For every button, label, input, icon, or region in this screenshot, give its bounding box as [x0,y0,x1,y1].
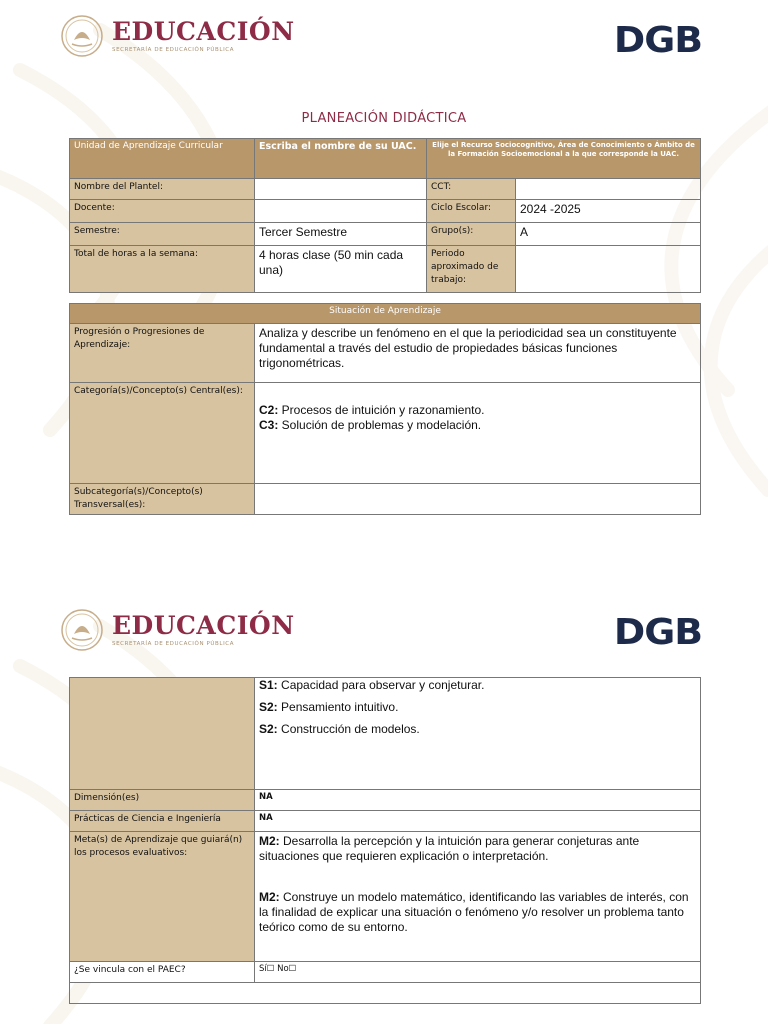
subcategoria-label: Subcategoría(s)/Concepto(s) Transversal(es): [70,484,255,515]
plantel-label: Nombre del Plantel: [70,179,255,200]
document-title: PLANEACIÓN DIDÁCTICA [301,111,467,126]
dimension-label: Dimensión(es) [70,790,255,811]
cct-label: CCT: [427,179,516,200]
uac-name-field[interactable]: Escriba el nombre de su UAC. [255,139,427,179]
sep-logo [60,606,295,654]
national-seal-icon [60,14,104,58]
categoria-label: Categoría(s)/Concepto(s) Central(es): [70,383,255,484]
empty-row[interactable] [70,983,701,1004]
practicas-label: Prácticas de Ciencia e Ingeniería [70,811,255,832]
ciclo-field[interactable]: 2024 -2025 [516,200,701,223]
subcategoria-label-continued [70,678,255,790]
brand-subtitle: SECRETARÍA DE EDUCACIÓN PÚBLICA [112,641,235,647]
subcategoria-field[interactable] [255,678,701,790]
plantel-field[interactable] [255,179,427,200]
uac-category-selector[interactable]: Elije el Recurso Sociocognitivo, Área de Conocimiento o Ámbito de la Formación Socioemocional a la que corresponde la UAC. [427,139,701,179]
progresion-field[interactable]: Analiza y describe un fenómeno en el que la periodicidad sea un constituyente fundamental a través del estudio de propiedades básicas funciones trigonométricas. [255,324,701,383]
categoria-field[interactable] [255,383,701,484]
brand-subtitle: SECRETARÍA DE EDUCACIÓN PÚBLICA [112,47,235,53]
horas-label: Total de horas a la semana: [70,246,255,293]
subcategoria-field[interactable] [255,484,701,515]
list-item: C3: Solución de problemas y modelación. [259,418,482,432]
list-item: C2: Procesos de intuición y razonamiento. [259,403,485,417]
docente-field[interactable] [255,200,427,223]
page-2 [0,596,768,1024]
progresion-label: Progresión o Progresiones de Aprendizaje: [70,324,255,383]
brand-text [112,613,295,647]
dgb-logo: DGB [614,20,703,61]
semestre-field[interactable]: Tercer Semestre [255,223,427,246]
grupo-field[interactable]: A [516,223,701,246]
docente-label: Docente: [70,200,255,223]
situacion-table-continued [69,677,701,1004]
brand-title: EDUCACIÓN [112,17,295,46]
semestre-label: Semestre: [70,223,255,246]
info-table [69,138,701,293]
list-item: S1: Capacidad para observar y conjeturar. [259,678,485,692]
dimension-field[interactable]: NA [255,790,701,811]
list-item: M2: Desarrolla la percepción y la intuición para generar conjeturas ante situaciones que requieren explicación o interpretación. [259,834,640,863]
national-seal-icon [60,608,104,652]
ciclo-label: Ciclo Escolar: [427,200,516,223]
paec-checkboxes[interactable]: Sí☐ No☐ [255,962,701,983]
sep-logo [60,12,295,60]
uac-label: Unidad de Aprendizaje Curricular [70,139,255,179]
situacion-header: Situación de Aprendizaje [70,304,701,324]
metas-label: Meta(s) de Aprendizaje que guiará(n) los procesos evaluativos: [70,832,255,962]
brand-text [112,19,295,53]
periodo-field[interactable] [516,246,701,293]
practicas-field[interactable]: NA [255,811,701,832]
list-item: S2: Construcción de modelos. [259,722,420,736]
metas-field[interactable] [255,832,701,962]
situacion-table [69,303,701,515]
dgb-logo: DGB [614,612,703,653]
periodo-label: Periodo aproximado de trabajo: [427,246,516,293]
brand-title: EDUCACIÓN [112,611,295,640]
cct-field[interactable] [516,179,701,200]
list-item: S2: Pensamiento intuitivo. [259,700,399,714]
horas-field[interactable]: 4 horas clase (50 min cada una) [255,246,427,293]
paec-label: ¿Se vincula con el PAEC? [70,962,255,983]
grupo-label: Grupo(s): [427,223,516,246]
list-item: M2: Construye un modelo matemático, identificando las variables de interés, con la finalidad de explicar una situación o fenómeno y/o resolver un problema tanto teórico como de su entorno. [259,890,689,934]
